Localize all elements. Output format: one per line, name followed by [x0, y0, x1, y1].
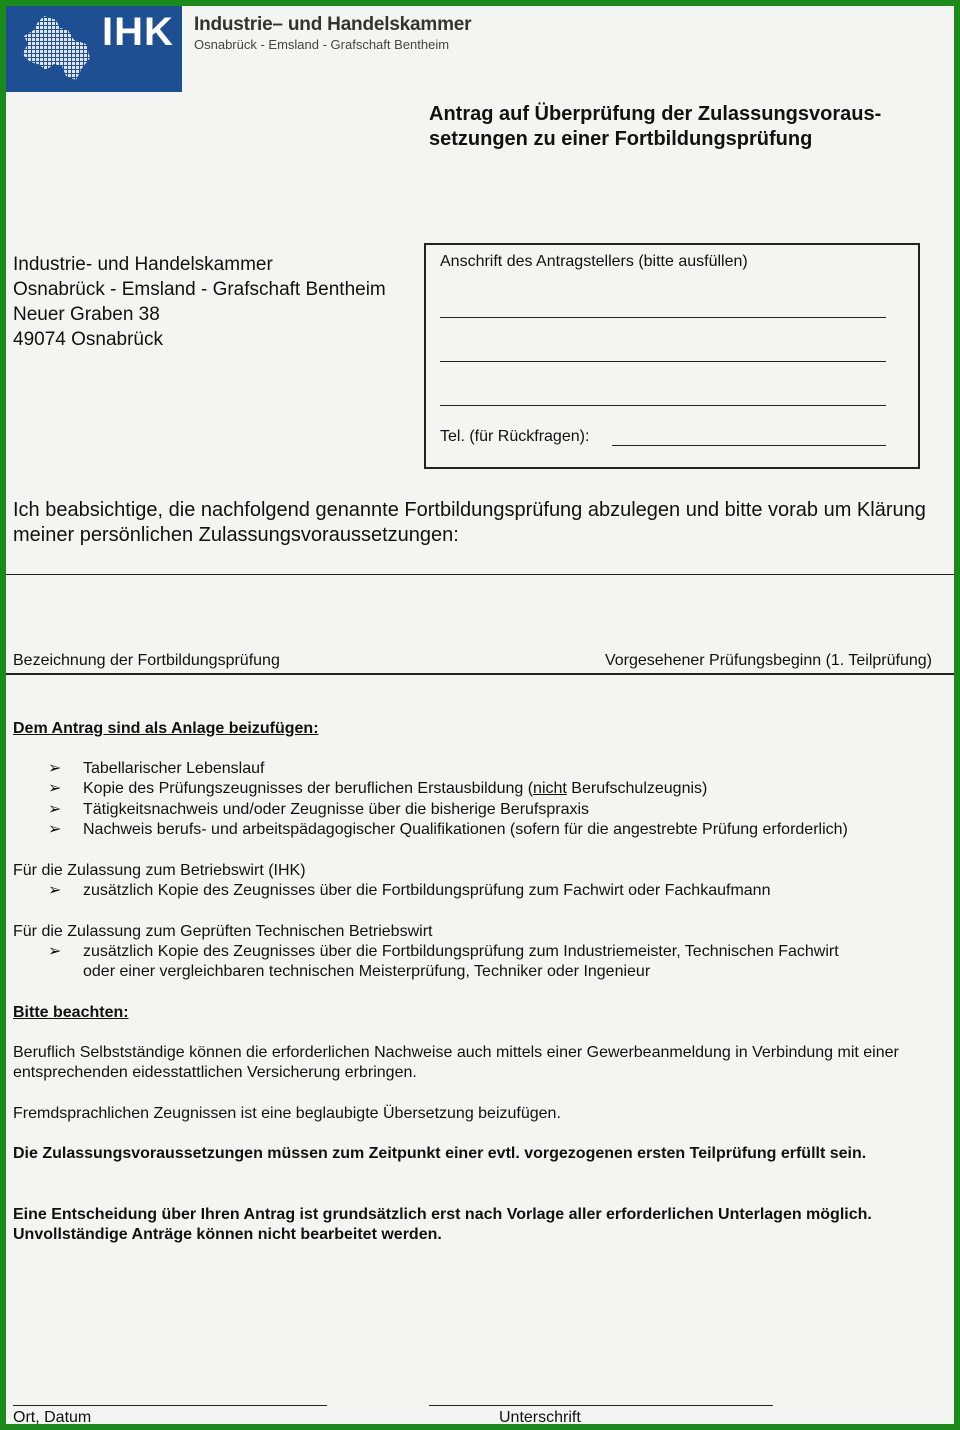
note-paragraph: Beruflich Selbstständige können die erforderlichen Nachweise auch mittels einer Gewerbeanmeldung in Verbindung mit einer entsprechenden eidesstattlichen Versicherung erbringen.: [13, 1044, 899, 1081]
note-paragraph-bold: Eine Entscheidung über Ihren Antrag ist grundsätzlich erst nach Vorlage aller erforderlichen Unterlagen möglich. Unvollständige Anträge können nicht bearbeitet werden.: [13, 1206, 872, 1243]
place-date-label: Ort, Datum: [13, 1409, 92, 1424]
list-item: ➢ Kopie des Prüfungszeugnisses der beruflichen Erstausbildung (nicht Berufschulzeugnis): [48, 780, 708, 797]
place-date-line[interactable]: [13, 1405, 327, 1406]
betriebswirt-heading: Für die Zulassung zum Betriebswirt (IHK): [13, 862, 306, 879]
arrow-bullet-icon: ➢: [48, 760, 62, 777]
intro-text: Ich beabsichtige, die nachfolgend genannte Fortbildungsprüfung abzulegen und bitte vorab um Klärung meiner persönlichen Zulassungsvoraussetzungen:: [13, 499, 926, 546]
ihk-logo: [6, 6, 182, 92]
list-item: ➢ Tätigkeitsnachweis und/oder Zeugnisse über die bisherige Berufspraxis: [48, 801, 590, 818]
arrow-bullet-icon: ➢: [48, 780, 62, 797]
list-item: ➢ Tabellarischer Lebenslauf: [48, 760, 265, 777]
exam-fields-line[interactable]: [6, 673, 954, 675]
list-item-continuation: oder einer vergleichbaren technischen Meisterprüfung, Techniker oder Ingenieur: [83, 963, 651, 980]
note-paragraph: Fremdsprachlichen Zeugnissen ist eine beglaubigte Übersetzung beizufügen.: [13, 1105, 561, 1122]
signature-line[interactable]: [429, 1405, 773, 1406]
org-name: Industrie– und Handelskammer: [194, 14, 472, 35]
address-line: Neuer Graben 38: [13, 304, 160, 325]
address-line: Osnabrück - Emsland - Grafschaft Bentheim: [13, 279, 386, 300]
recipient-address: [13, 252, 386, 352]
applicant-address-box: [424, 243, 920, 469]
page-title: [429, 102, 939, 152]
tel-label: Tel. (für Rückfragen):: [440, 428, 590, 445]
tel-input-line[interactable]: [612, 445, 886, 446]
notes-heading: Bitte beachten:: [13, 1004, 129, 1021]
arrow-bullet-icon: ➢: [48, 943, 62, 960]
address-line: 49074 Osnabrück: [13, 329, 163, 350]
exam-name-label: Bezeichnung der Fortbildungsprüfung: [13, 652, 280, 669]
org-region: Osnabrück - Emsland - Grafschaft Bentheim: [194, 37, 450, 52]
address-line: Industrie- und Handelskammer: [13, 254, 273, 275]
list-item: ➢ zusätzlich Kopie des Zeugnisses über die Fortbildungsprüfung zum Industriemeister, Technischen Fachwirt: [48, 943, 839, 960]
list-item: ➢ zusätzlich Kopie des Zeugnisses über die Fortbildungsprüfung zum Fachwirt oder Fachkaufmann: [48, 882, 771, 899]
address-input-line-2[interactable]: [440, 361, 886, 362]
arrow-bullet-icon: ➢: [48, 801, 62, 818]
signature-label: Unterschrift: [499, 1409, 581, 1424]
exam-start-label: Vorgesehener Prüfungsbeginn (1. Teilprüfung): [604, 652, 932, 669]
attachments-heading: Dem Antrag sind als Anlage beizufügen:: [13, 720, 319, 737]
address-input-line-1[interactable]: [440, 317, 886, 318]
address-input-line-3[interactable]: [440, 405, 886, 406]
region-map-icon: [16, 14, 96, 84]
list-item: ➢ Nachweis berufs- und arbeitspädagogischer Qualifikationen (sofern für die angestrebte Prüfung erforderlich): [48, 821, 848, 838]
note-paragraph-bold: Die Zulassungsvoraussetzungen müssen zum Zeitpunkt einer evtl. vorgezogenen ersten Teilprüfung erfüllt sein.: [13, 1145, 867, 1162]
document-page: [6, 6, 954, 1424]
divider: [6, 574, 954, 575]
arrow-bullet-icon: ➢: [48, 882, 62, 899]
applicant-box-label: Anschrift des Antragstellers (bitte ausfüllen): [440, 253, 748, 270]
arrow-bullet-icon: ➢: [48, 821, 62, 838]
tech-betriebswirt-heading: Für die Zulassung zum Geprüften Technischen Betriebswirt: [13, 923, 433, 940]
title-line-1: Antrag auf Überprüfung der Zulassungsvoraus-: [429, 103, 882, 125]
logo-text: IHK: [102, 10, 174, 54]
title-line-2: setzungen zu einer Fortbildungsprüfung: [429, 128, 813, 150]
